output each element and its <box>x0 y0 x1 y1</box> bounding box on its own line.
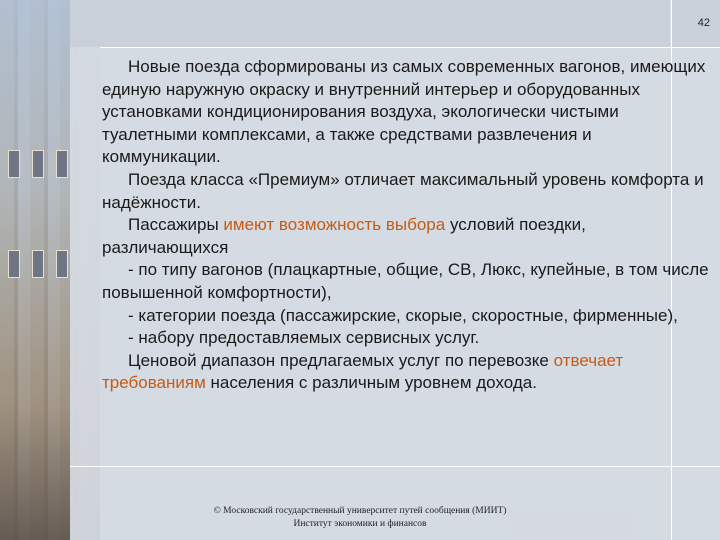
highlighted-text: отвечает требованиям <box>102 350 624 393</box>
photo-window <box>56 250 68 278</box>
photo-window <box>32 250 44 278</box>
footer <box>150 505 570 531</box>
paragraph-premium: Поезда класса «Премиум» отличает максимальный уровень комфорта и надёжности. <box>102 169 704 212</box>
photo-window <box>56 150 68 178</box>
list-item-car-type: - по типу вагонов (плацкартные, общие, СВ, Люкс, купейные, в том числе повышенной комфортности), <box>102 260 709 302</box>
photo-window <box>8 150 20 178</box>
page-number-box <box>671 0 720 47</box>
list-item-services: - набору предоставляемых сервисных услуг. <box>128 328 480 348</box>
photo-window <box>32 150 44 178</box>
text: населения с различным уровнем дохода. <box>205 373 537 393</box>
divider-top <box>100 47 720 48</box>
page-number: 42 <box>697 17 710 29</box>
paragraph-price-range <box>102 350 710 395</box>
slide-body-text <box>102 56 710 395</box>
text: Пассажиры <box>128 215 224 235</box>
footer-institute: Институт экономики и финансов <box>293 519 427 529</box>
top-bar <box>70 0 670 47</box>
paragraph-new-trains: Новые поезда сформированы из самых современных вагонов, имеющих единую наружную окраску и внутренний интерьер и оборудованных установками кондиционирования воздуха, экологически чистыми туалетными комплексами, а также средствами развлечения и коммуникации. <box>102 57 706 167</box>
text: Ценовой диапазон предлагаемых услуг по перевозке <box>128 350 554 370</box>
list-item-train-category: - категории поезда (пассажирские, скорые, скоростные, фирменные), <box>128 305 678 325</box>
photo-window <box>8 250 20 278</box>
text: условий поездки, различающихся <box>102 215 586 257</box>
highlighted-text: имеют возможность выбора <box>223 215 446 235</box>
footer-copyright: © Московский государственный университет путей сообщения (МИИТ) <box>213 506 507 516</box>
divider-bottom <box>70 466 720 467</box>
paragraph-passengers <box>102 214 710 259</box>
